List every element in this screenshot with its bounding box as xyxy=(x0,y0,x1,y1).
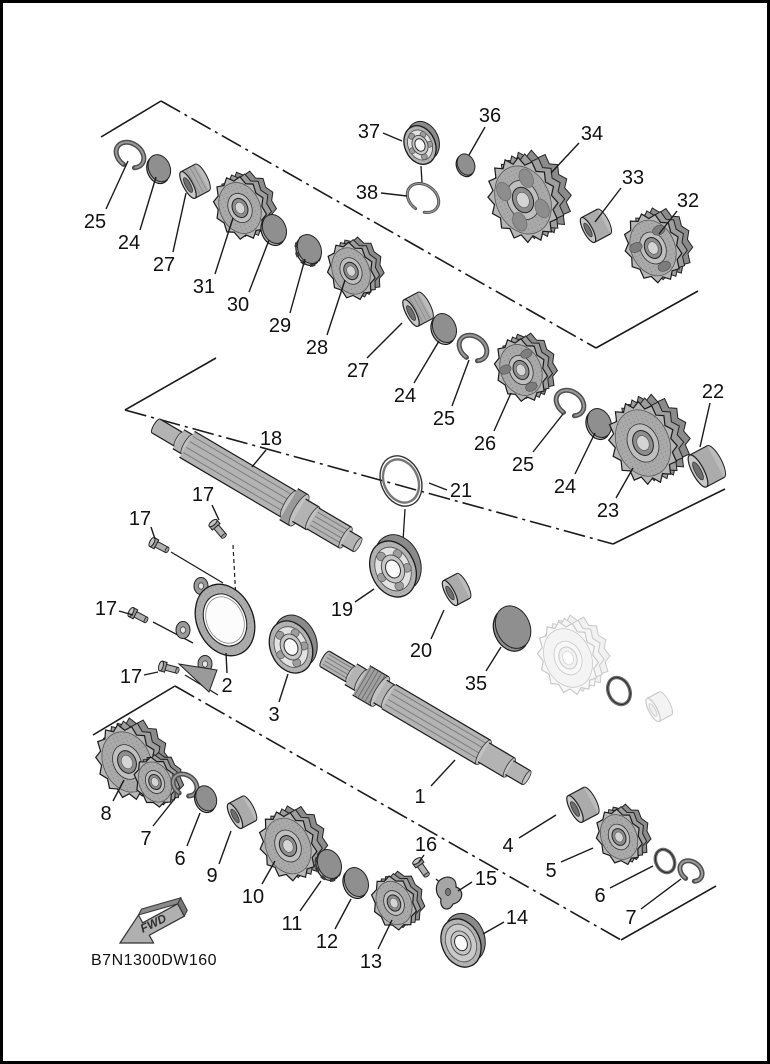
leader-line xyxy=(219,831,231,864)
leader-line xyxy=(140,177,156,230)
part-label-25: 25 xyxy=(432,408,456,430)
leader-line xyxy=(290,259,305,313)
callout-9 xyxy=(206,831,231,887)
part-label-24: 24 xyxy=(553,476,577,498)
part-washer-24-1 xyxy=(143,151,175,187)
part-shaft-1 xyxy=(314,643,537,794)
part-label-7: 7 xyxy=(140,828,152,850)
part-label-22: 22 xyxy=(701,381,725,403)
part-label-27: 27 xyxy=(346,360,370,382)
callout-11 xyxy=(282,881,321,935)
callout-5 xyxy=(545,848,593,882)
callout-4 xyxy=(502,815,556,857)
part-gear-13 xyxy=(364,865,433,936)
leader-line xyxy=(367,323,402,358)
parts-layer xyxy=(85,116,730,973)
part-shaft-18 xyxy=(145,409,369,561)
part-bushing-22 xyxy=(684,443,729,490)
part-gear-23 xyxy=(596,383,704,495)
part-washer-6-2 xyxy=(652,846,678,875)
part-label-16: 16 xyxy=(414,834,438,856)
assembly-line xyxy=(171,552,223,583)
callout-26 xyxy=(474,393,511,455)
callout-28 xyxy=(306,280,345,359)
callout-1 xyxy=(414,760,455,808)
part-label-4: 4 xyxy=(502,835,514,857)
callout-23 xyxy=(597,468,633,522)
leader-line xyxy=(414,341,439,383)
callout-38 xyxy=(356,182,407,204)
assembly-line xyxy=(403,509,405,541)
leader-line xyxy=(355,589,374,602)
part-oring-21 xyxy=(372,449,429,513)
part-label-12: 12 xyxy=(315,931,339,953)
part-label-15: 15 xyxy=(474,868,498,890)
leader-line xyxy=(106,161,128,209)
callout-17 xyxy=(95,598,133,620)
part-label-2: 2 xyxy=(221,675,233,697)
part-label-32: 32 xyxy=(676,190,700,212)
leader-line xyxy=(279,674,288,702)
part-circlip-25-3 xyxy=(551,385,589,421)
part-label-30: 30 xyxy=(226,294,250,316)
part-label-9: 9 xyxy=(206,865,218,887)
callout-34 xyxy=(551,123,603,173)
fwd-label: FWD xyxy=(137,911,169,936)
part-label-3: 3 xyxy=(268,704,280,726)
callout-24 xyxy=(394,341,439,407)
leader-line xyxy=(483,922,504,934)
leader-line xyxy=(469,127,485,155)
leader-line xyxy=(575,433,595,474)
part-label-17: 17 xyxy=(94,598,118,620)
callout-24 xyxy=(554,433,595,498)
part-label-8: 8 xyxy=(100,803,112,825)
part-bolt-17-3 xyxy=(127,607,150,626)
callout-25 xyxy=(433,360,469,430)
callout-18 xyxy=(252,428,282,467)
part-gear-28 xyxy=(319,229,393,307)
callout-30 xyxy=(227,240,269,316)
part-ghost-ring xyxy=(604,674,635,708)
part-label-24: 24 xyxy=(393,385,417,407)
part-bolt-17-2 xyxy=(148,537,171,556)
part-gear-32 xyxy=(614,198,703,291)
callout-6 xyxy=(174,813,200,870)
part-label-24: 24 xyxy=(117,232,141,254)
leader-line xyxy=(486,647,501,671)
callout-24 xyxy=(118,177,156,254)
leader-line xyxy=(335,899,351,929)
part-bearing-3 xyxy=(261,608,325,680)
part-label-26: 26 xyxy=(473,433,497,455)
part-bushing-33 xyxy=(577,207,614,244)
part-circlip-7-2 xyxy=(676,857,706,886)
diagram-code: B7N1300DW160 xyxy=(91,952,218,969)
leader-line xyxy=(494,393,511,431)
leader-line xyxy=(641,879,681,909)
leader-line xyxy=(187,813,200,846)
callout-10 xyxy=(242,861,275,908)
part-circlip-25-2 xyxy=(454,330,492,366)
leader-line xyxy=(383,133,402,141)
part-bearing-37 xyxy=(398,116,445,169)
part-label-35: 35 xyxy=(464,673,488,695)
part-label-17: 17 xyxy=(191,484,215,506)
callout-25 xyxy=(512,414,563,476)
part-bolt-17-1 xyxy=(208,518,229,540)
leader-line xyxy=(700,403,710,447)
part-washer-12 xyxy=(338,864,372,903)
part-label-19: 19 xyxy=(330,599,354,621)
overlay-layer xyxy=(91,911,217,969)
part-label-33: 33 xyxy=(621,167,645,189)
part-bolt-16 xyxy=(412,856,432,879)
callout-25 xyxy=(84,161,128,233)
leader-line xyxy=(431,760,455,786)
leader-line xyxy=(533,414,563,452)
part-label-13: 13 xyxy=(359,951,383,973)
leader-line xyxy=(212,505,219,520)
part-label-11: 11 xyxy=(281,913,303,935)
part-label-34: 34 xyxy=(580,123,604,145)
part-label-36: 36 xyxy=(478,105,502,127)
callout-14 xyxy=(483,907,528,934)
part-label-38: 38 xyxy=(355,182,379,204)
callout-36 xyxy=(469,105,501,155)
leader-line xyxy=(215,218,233,274)
part-label-29: 29 xyxy=(268,315,292,337)
callout-20 xyxy=(410,610,444,662)
part-ghost-nut xyxy=(643,690,675,723)
callout-17 xyxy=(192,484,219,520)
leader-line xyxy=(144,672,158,675)
part-label-23: 23 xyxy=(596,500,620,522)
callout-19 xyxy=(331,589,374,621)
part-bolt-17-4 xyxy=(158,661,181,676)
part-sleeve-27-2 xyxy=(400,290,437,329)
callout-2 xyxy=(221,653,232,697)
part-label-27: 27 xyxy=(152,254,176,276)
leader-line xyxy=(452,360,469,406)
leader-line xyxy=(429,483,447,490)
part-label-28: 28 xyxy=(305,337,329,359)
leader-line xyxy=(252,450,266,467)
leader-line xyxy=(381,193,407,196)
callout-29 xyxy=(269,259,305,337)
part-label-31: 31 xyxy=(192,276,216,298)
callout-17 xyxy=(120,666,158,688)
part-bushing-9 xyxy=(224,794,259,830)
callout-35 xyxy=(465,647,501,695)
leader-line xyxy=(610,866,653,888)
part-label-20: 20 xyxy=(409,640,433,662)
part-label-6: 6 xyxy=(174,848,186,870)
callout-22 xyxy=(700,381,724,447)
callout-21 xyxy=(429,480,472,502)
leader-line xyxy=(300,881,321,911)
part-label-17: 17 xyxy=(119,666,143,688)
part-circlip-25-1 xyxy=(111,137,149,173)
part-label-25: 25 xyxy=(83,211,107,233)
leader-line xyxy=(616,468,633,498)
part-label-25: 25 xyxy=(511,454,535,476)
part-sleeve-27-1 xyxy=(177,162,214,201)
part-label-21: 21 xyxy=(449,480,473,502)
part-label-7: 7 xyxy=(625,907,637,929)
part-washer-35 xyxy=(487,600,538,657)
callout-3 xyxy=(268,674,288,726)
leader-line xyxy=(595,188,621,222)
part-gear-34 xyxy=(475,139,585,254)
part-bearing-19 xyxy=(361,527,430,604)
leader-line xyxy=(551,143,579,173)
part-label-14: 14 xyxy=(505,907,529,929)
part-snapring-38 xyxy=(402,178,445,219)
leader-line xyxy=(458,882,472,891)
part-spacer-20 xyxy=(439,571,473,607)
assembly-line xyxy=(421,166,422,183)
leader-line xyxy=(519,815,556,838)
leader-line xyxy=(561,848,593,862)
part-stopper-15 xyxy=(436,877,461,909)
part-bearing-14 xyxy=(433,907,492,974)
part-label-10: 10 xyxy=(241,886,265,908)
part-label-17: 17 xyxy=(128,508,152,530)
part-label-18: 18 xyxy=(259,428,283,450)
leader-line xyxy=(431,610,444,639)
transmission-parts-diagram xyxy=(3,3,770,1064)
part-label-1: 1 xyxy=(414,786,426,808)
part-lockwasher-29 xyxy=(291,231,325,270)
leader-line xyxy=(249,240,269,292)
part-label-5: 5 xyxy=(545,860,557,882)
callout-17 xyxy=(129,508,155,539)
part-label-6: 6 xyxy=(594,885,606,907)
callout-37 xyxy=(358,121,402,143)
callout-27 xyxy=(347,323,402,382)
callout-6 xyxy=(594,866,653,907)
part-label-37: 37 xyxy=(357,121,381,143)
part-bushing-4 xyxy=(564,785,602,824)
leader-line xyxy=(226,653,227,673)
callout-13 xyxy=(360,920,392,973)
callout-27 xyxy=(153,193,186,276)
leader-line xyxy=(173,193,186,252)
callout-12 xyxy=(316,899,351,953)
callout-15 xyxy=(458,868,497,891)
part-washer-36 xyxy=(453,151,478,179)
